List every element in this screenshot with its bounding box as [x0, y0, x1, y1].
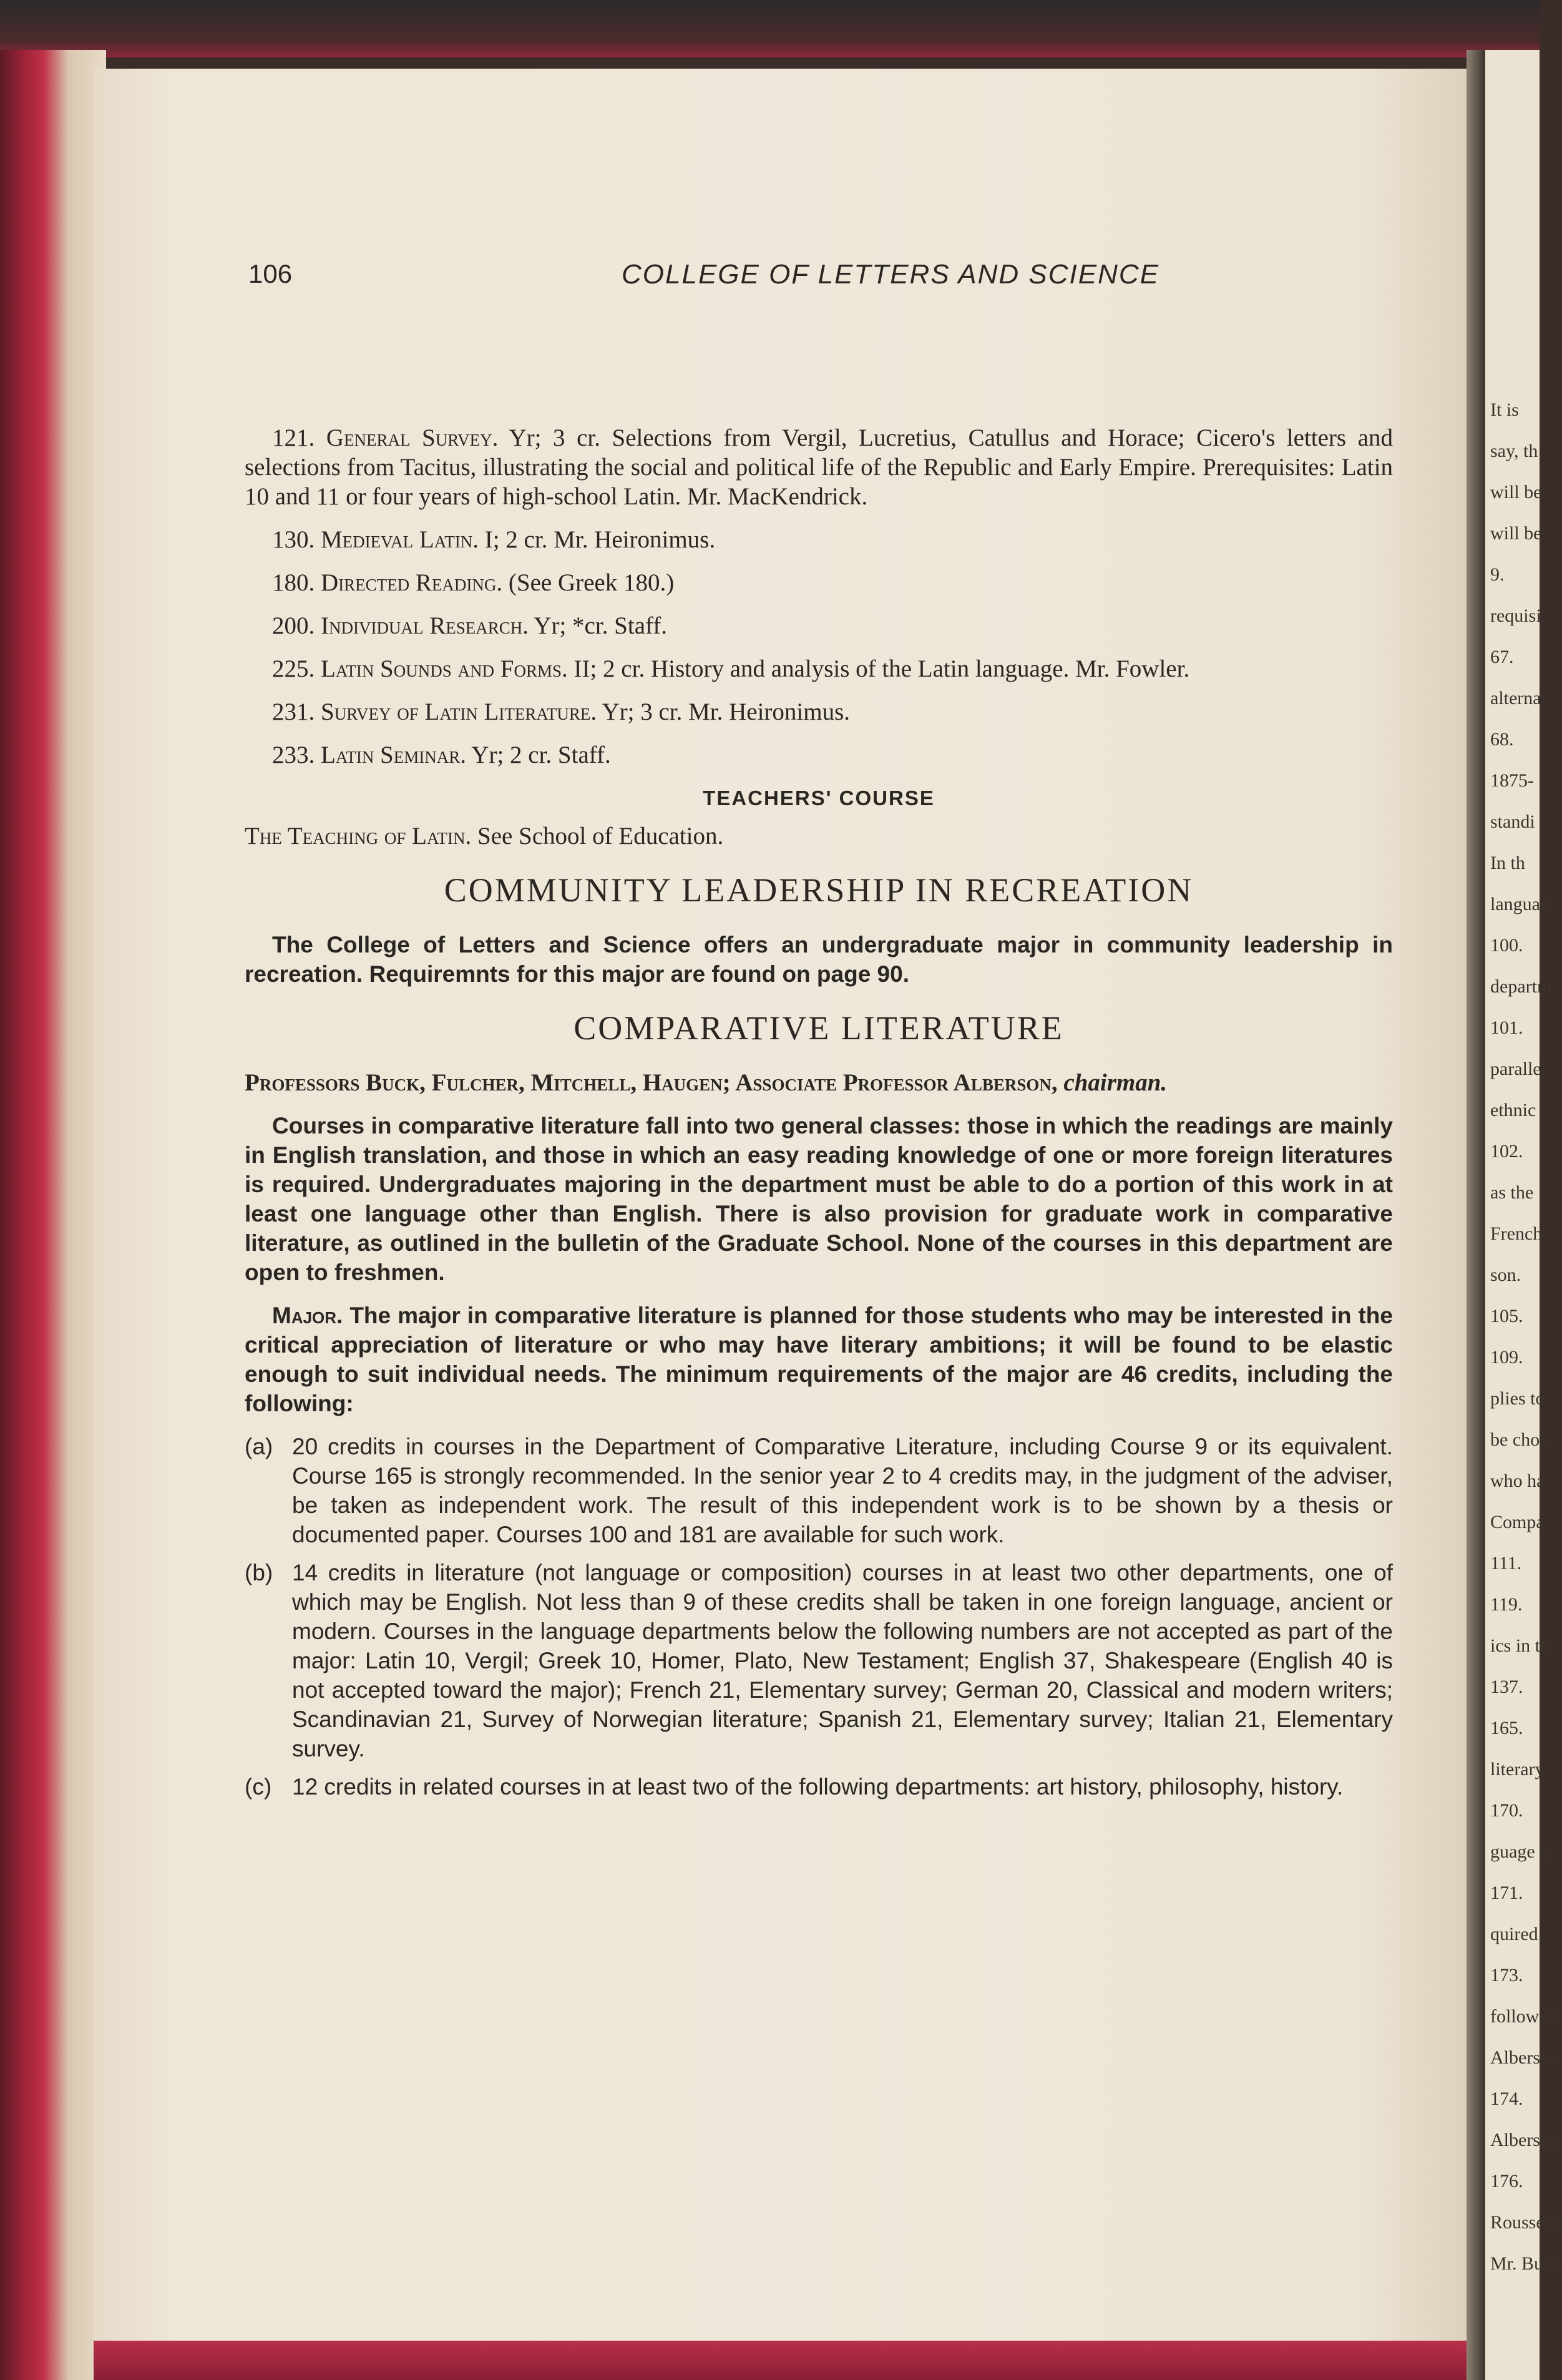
course-text: Yr; 3 cr. Mr. Heironimus.	[597, 698, 851, 725]
adjacent-page-fragment: 170.	[1490, 1800, 1523, 1821]
adjacent-page-fragment: languag	[1490, 894, 1550, 914]
requirement-item	[245, 1558, 1393, 1763]
adjacent-page-fragment: 109.	[1490, 1347, 1523, 1368]
comparative-heading: COMPARATIVE LITERATURE	[574, 1009, 1064, 1047]
adjacent-page-fragment: 165.	[1490, 1718, 1523, 1738]
adjacent-page-fragment: 68.	[1490, 729, 1514, 750]
course-title: Latin Seminar.	[321, 742, 466, 768]
running-title: COLLEGE OF LETTERS AND SCIENCE	[622, 259, 1159, 290]
course-number: 200.	[272, 612, 315, 639]
requirement-label: (c)	[245, 1774, 272, 1800]
adjacent-page-fragment: 174.	[1490, 2089, 1523, 2109]
adjacent-page-fragment: who ha	[1490, 1471, 1545, 1491]
requirements-list	[245, 1432, 1393, 1801]
requirement-item	[245, 1772, 1393, 1801]
adjacent-page-fragment: 171.	[1490, 1883, 1523, 1903]
adjacent-page-fragment: 100.	[1490, 935, 1523, 956]
adjacent-page-fragment: be chos	[1490, 1429, 1547, 1450]
adjacent-page-fragment: guage re	[1490, 1841, 1555, 1862]
adjacent-page-fragment: 102.	[1490, 1141, 1523, 1162]
community-paragraph: The College of Letters and Science offers an undergraduate major in community leadership in recreation. Requiremnts for this major are found on page 90.	[245, 932, 1393, 987]
adjacent-page-fragment: parallel	[1490, 1059, 1546, 1079]
adjacent-page-edge	[1485, 50, 1562, 2380]
adjacent-page-fragment: ethnic	[1490, 1100, 1536, 1120]
adjacent-page-fragment: 176.	[1490, 2171, 1523, 2191]
major-text: The major in comparative literature is planned for those students who may be interested in the critical appreciation of literature or who may have literary ambitions; it will be found to be elastic enough to suit individual needs. The minimum requirements of the major are 46 credits, including the following:	[245, 1303, 1393, 1416]
course-title: Directed Reading.	[321, 569, 503, 596]
course-text: Yr; *cr. Staff.	[528, 612, 668, 639]
requirement-text: 14 credits in literature (not language or composition) courses in at least two other departments, one of which may be English. Not less than 9 of these credits shall be taken in one foreign language, ancient or modern. Courses in the language departments below the following numbers are not accepted as part of the major: Latin 10, Vergil; Greek 10, Homer, Plato, New Testament; English 37, Shakespeare (English 40 is not accepted toward the major); French 21, Elementary survey; German 20, Classical and modern writers; Scandinavian 21, Survey of Norwegian literature; Spanish 21, Elementary survey; Italian 21, Elementary survey.	[292, 1560, 1393, 1761]
adjacent-page-fragment: 101.	[1490, 1017, 1523, 1038]
requirement-item	[245, 1432, 1393, 1549]
course-number: 180.	[272, 569, 315, 596]
page-gutter	[1467, 50, 1485, 2380]
latin-course-list	[245, 423, 1393, 770]
adjacent-page-fragment: French	[1490, 1223, 1543, 1244]
adjacent-page-fragment: 105.	[1490, 1306, 1523, 1326]
course-number: 225.	[272, 655, 315, 682]
page-header	[248, 259, 1467, 296]
course-title: The Teaching of Latin.	[245, 823, 472, 850]
faculty-line	[245, 1068, 1393, 1097]
requirement-text: 12 credits in related courses in at least two of the following departments: art history, philosophy, history.	[292, 1774, 1344, 1800]
adjacent-page-fragment: 137.	[1490, 1677, 1523, 1697]
course-title: Latin Sounds and Forms.	[321, 655, 568, 682]
adjacent-page-fragment: literary	[1490, 1759, 1545, 1780]
adjacent-page-fragment: son.	[1490, 1265, 1521, 1285]
course-text: Yr; 2 cr. Staff.	[466, 742, 611, 768]
course-title: Survey of Latin Literature.	[321, 698, 597, 725]
adjacent-page-fragment: quired.	[1490, 1924, 1543, 1944]
book-cover-bottom	[94, 2341, 1467, 2380]
scan-background-top	[0, 0, 1540, 57]
course-text: See School of Education.	[471, 823, 724, 850]
faculty-role: chairman.	[1057, 1069, 1168, 1096]
course-number: 231.	[272, 698, 315, 725]
course-entry	[245, 740, 1393, 770]
book-spine-edge	[0, 50, 106, 2380]
course-text: Yr; 3 cr. Selections from Vergil, Lucretius, Catullus and Horace; Cicero's letters and selections from Tacitus, illustrating the social and political life of the Republic and Early Empire. Prerequisites: Latin 10 and 11 or four years of high-school Latin. Mr. MacKendrick.	[245, 424, 1393, 510]
course-number: 233.	[272, 742, 315, 768]
adjacent-page-fragment: departm	[1490, 976, 1552, 997]
adjacent-page-fragment: 67.	[1490, 647, 1514, 667]
adjacent-page-fragment: Alberson	[1490, 2047, 1559, 2068]
faculty-names: Professors Buck, Fulcher, Mitchell, Haugen; Associate Professor Alberson,	[245, 1069, 1058, 1096]
adjacent-page-fragment: It is	[1490, 399, 1519, 420]
course-number: 130.	[272, 526, 315, 553]
major-paragraph	[245, 1301, 1393, 1418]
course-entry	[245, 611, 1393, 640]
course-title: Individual Research.	[321, 612, 529, 639]
course-text: II; 2 cr. History and analysis of the Latin language. Mr. Fowler.	[567, 655, 1190, 682]
adjacent-page-fragment: will be	[1490, 523, 1542, 544]
adjacent-page-fragment: will be	[1490, 482, 1542, 502]
course-title: Medieval Latin.	[321, 526, 479, 553]
requirement-text: 20 credits in courses in the Department of Comparative Literature, including Course 9 or its equivalent. Course 165 is strongly recommended. In the senior year 2 to 4 credits may, in the judgment of the adviser, be taken as independent work. The result of this independent work is to be shown by a thesis or documented paper. Courses 100 and 181 are available for such work.	[292, 1434, 1393, 1547]
course-title: General Survey.	[326, 424, 499, 451]
adjacent-page-fragment: as the	[1490, 1182, 1534, 1203]
requirement-label: (b)	[245, 1560, 273, 1585]
course-text: I; 2 cr. Mr. Heironimus.	[478, 526, 716, 553]
teachers-course-entry	[245, 821, 1393, 851]
course-entry	[245, 697, 1393, 727]
major-label: Major.	[272, 1303, 343, 1328]
adjacent-page-fragment: ics in th	[1490, 1635, 1550, 1656]
course-number: 121.	[272, 424, 315, 451]
adjacent-page-fragment: plies to	[1490, 1388, 1545, 1409]
adjacent-page-fragment: Compa	[1490, 1512, 1545, 1532]
adjacent-page-fragment: Rousseau	[1490, 2212, 1562, 2233]
adjacent-page-fragment: 119.	[1490, 1594, 1523, 1615]
adjacent-page-fragment: 111.	[1490, 1553, 1522, 1574]
page-body	[245, 423, 1393, 1810]
adjacent-page-fragment: say, th	[1490, 441, 1538, 461]
requirement-label: (a)	[245, 1434, 273, 1459]
adjacent-page-fragment: Mr. Buck	[1490, 2253, 1561, 2274]
adjacent-page-fragment: alterna	[1490, 688, 1541, 708]
comparative-intro: Courses in comparative literature fall into two general classes: those in which the readings are mainly in English translation, and those in which an easy reading knowledge of one or more foreign literatures is required. Undergraduates majoring in the department must be able to do a portion of this work in at least one language other than English. There is also provision for graduate work in comparative literature, as outlined in the bulletin of the Graduate School. None of the courses in this department are open to freshmen.	[245, 1113, 1393, 1285]
book-page	[94, 69, 1467, 2341]
course-entry	[245, 654, 1393, 683]
adjacent-page-fragment: requisi	[1490, 605, 1541, 626]
adjacent-page-fragment: 1875-	[1490, 770, 1534, 791]
adjacent-page-fragment: 173.	[1490, 1965, 1523, 1986]
adjacent-page-fragment: 9.	[1490, 564, 1505, 585]
page-number: 106	[248, 259, 293, 288]
teachers-course-heading: TEACHERS' COURSE	[703, 786, 935, 810]
community-heading: COMMUNITY LEADERSHIP IN RECREATION	[444, 871, 1194, 909]
course-entry	[245, 568, 1393, 597]
adjacent-page-fragment: standi	[1490, 811, 1535, 832]
adjacent-page-fragment: Alberson	[1490, 2130, 1559, 2150]
adjacent-page-fragment: followed	[1490, 2006, 1557, 2027]
course-entry	[245, 525, 1393, 554]
course-text: (See Greek 180.)	[502, 569, 675, 596]
course-entry	[245, 423, 1393, 511]
adjacent-page-fragment: In th	[1490, 853, 1525, 873]
